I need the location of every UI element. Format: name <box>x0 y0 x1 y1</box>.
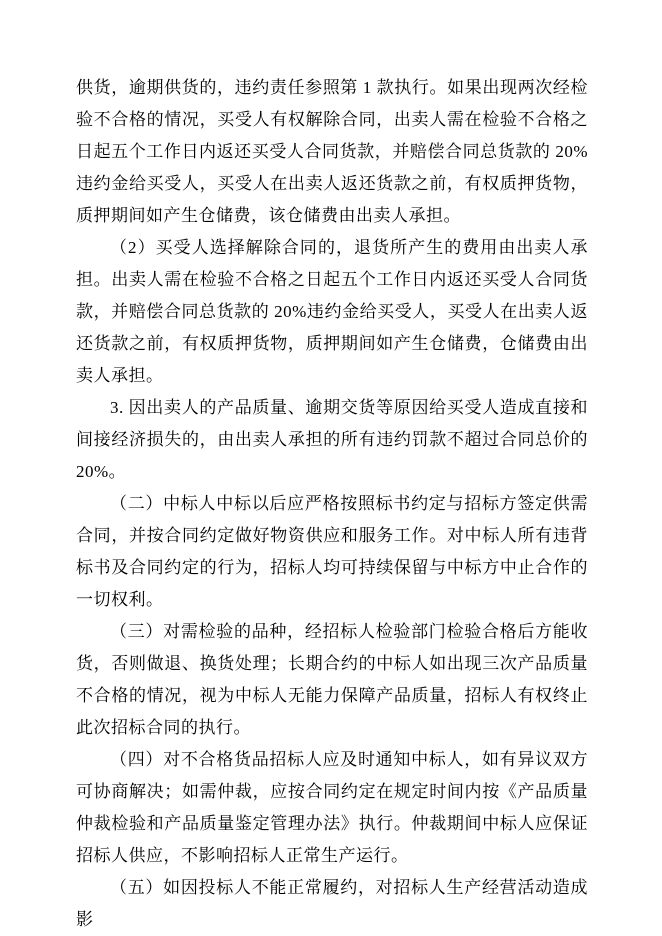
paragraph-continuation: 供货，逾期供货的，违约责任参照第 1 款执行。如果出现两次经检验不合格的情况，买受人有权解除合同，出卖人需在检验不合格之日起五个工作日内返还买受人合同货款，并赔偿合同总货款的 20%违约金给买受人，买受人在出卖人返还货款之前，有权质押货物，质押期间如产生仓储费，该仓储费由出卖人承担。 <box>76 78 588 225</box>
paragraph-section-5: （五）如因投标人不能正常履约，对招标人生产经营活动造成影 <box>76 878 588 929</box>
paragraph-section-4: （四）对不合格货品招标人应及时通知中标人，如有异议双方可协商解决；如需仲裁，应按合同约定在规定时间内按《产品质量仲裁检验和产品质量鉴定管理办法》执行。仲裁期间中标人应保证招标人供应，不影响招标人正常生产运行。 <box>76 750 588 865</box>
paragraph-item-3: 3. 因出卖人的产品质量、逾期交货等原因给买受人造成直接和间接经济损失的，由出卖人承担的所有违约罚款不超过合同总价的 20%。 <box>76 398 588 481</box>
paragraph-item-2: （2）买受人选择解除合同的，退货所产生的费用由出卖人承担。出卖人需在检验不合格之日起五个工作日内返还买受人合同货款，并赔偿合同总货款的 20%违约金给买受人，买受人在出卖人返还货款之前，有权质押货物，质押期间如产生仓储费，仓储费由出卖人承担。 <box>76 238 588 385</box>
paragraph-section-3: （三）对需检验的品种，经招标人检验部门检验合格后方能收货，否则做退、换货处理；长期合约的中标人如出现三次产品质量不合格的情况，视为中标人无能力保障产品质量，招标人有权终止此次招标合同的执行。 <box>76 622 588 737</box>
paragraph-section-2: （二）中标人中标以后应严格按照标书约定与招标方签定供需合同，并按合同约定做好物资供应和服务工作。对中标人所有违背标书及合同约定的行为，招标人均可持续保留与中标方中止合作的一切权利。 <box>76 494 588 609</box>
